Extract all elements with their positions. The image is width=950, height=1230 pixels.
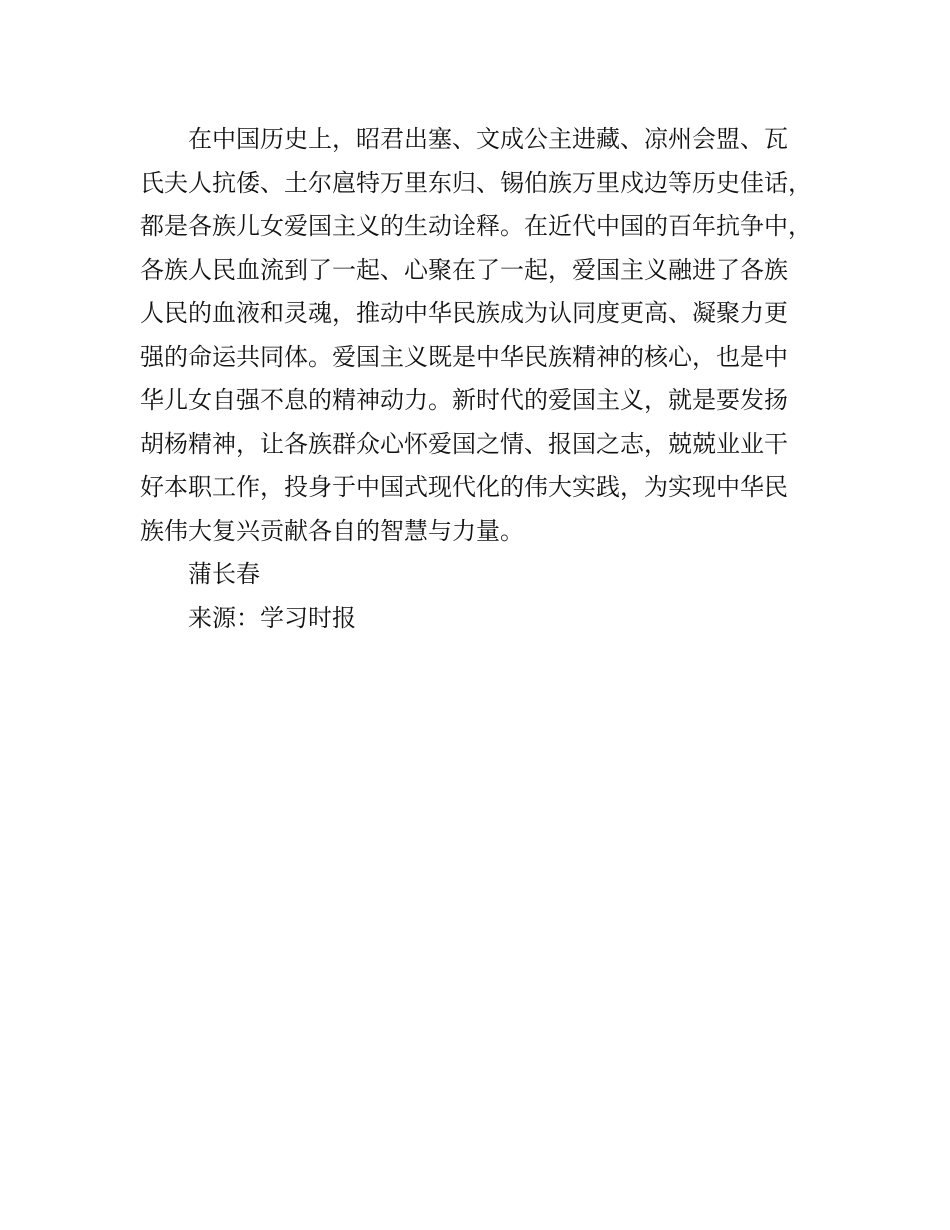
author-name: 蒲长春 — [188, 560, 260, 588]
paragraph-line: 强的命运共同体。爱国主义既是中华民族精神的核心，也是中 — [140, 342, 788, 371]
paragraph-line: 华儿女自强不息的精神动力。新时代的爱国主义，就是要发扬 — [140, 386, 788, 414]
paragraph-line: 都是各族儿女爱国主义的生动诠释。在近代中国的百年抗争中， — [140, 212, 812, 240]
paragraph-line: 族伟大复兴贡献各自的智慧与力量。 — [140, 516, 524, 545]
paragraph-line: 胡杨精神，让各族群众心怀爱国之情、报国之志，兢兢业业干 — [140, 429, 788, 458]
paragraph-line: 氏夫人抗倭、土尔扈特万里东归、锡伯族万里戍边等历史佳话， — [140, 168, 812, 197]
source-credit: 来源：学习时报 — [188, 603, 356, 632]
paragraph-line: 在中国历史上，昭君出塞、文成公主进藏、凉州会盟、瓦 — [188, 125, 788, 153]
article-paragraph — [140, 118, 830, 553]
paragraph-line: 好本职工作，投身于中国式现代化的伟大实践，为实现中华民 — [140, 473, 788, 501]
paragraph-line: 人民的血液和灵魂，推动中华民族成为认同度更高、凝聚力更 — [140, 299, 788, 327]
article-content — [140, 118, 830, 640]
paragraph-line: 各族人民血流到了一起、心聚在了一起，爱国主义融进了各族 — [140, 255, 788, 284]
